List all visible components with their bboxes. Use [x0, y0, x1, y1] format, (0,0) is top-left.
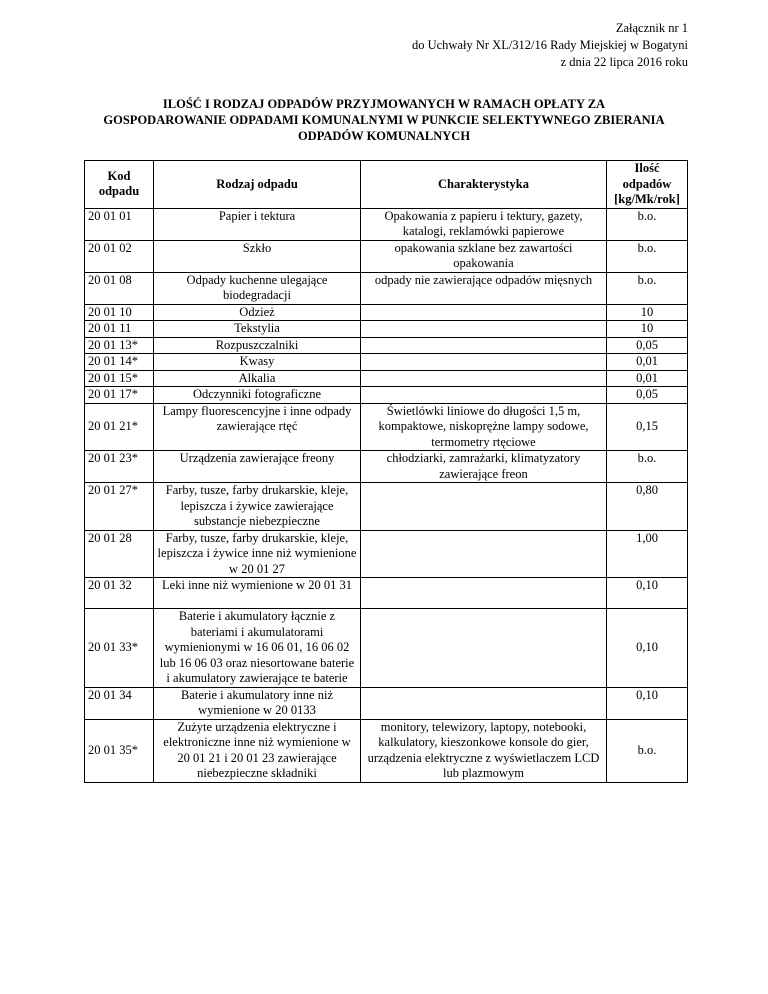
cell-characteristics [361, 609, 607, 688]
cell-code: 20 01 08 [85, 272, 154, 304]
cell-type: Tekstylia [154, 321, 361, 338]
cell-quantity: 0,05 [607, 337, 688, 354]
cell-type: Lampy fluorescencyjne i inne odpady zawierające rtęć [154, 403, 361, 451]
annex-line-1: Załącznik nr 1 [615, 21, 688, 35]
cell-type: Alkalia [154, 370, 361, 387]
cell-code: 20 01 01 [85, 208, 154, 240]
cell-code: 20 01 14* [85, 354, 154, 371]
title-line-1: ILOŚĆ I RODZAJ ODPADÓW PRZYJMOWANYCH W RAMACH OPŁATY ZA [162, 97, 606, 111]
table-row [85, 451, 688, 483]
cell-characteristics [361, 321, 607, 338]
cell-quantity: 10 [607, 321, 688, 338]
table-row [85, 337, 688, 354]
cell-type: Kwasy [154, 354, 361, 371]
annex-line-3: z dnia 22 lipca 2016 roku [560, 55, 688, 69]
cell-code: 20 01 15* [85, 370, 154, 387]
cell-quantity: 0,10 [607, 687, 688, 719]
cell-characteristics [361, 304, 607, 321]
cell-type: Odczynniki fotograficzne [154, 387, 361, 404]
cell-characteristics: monitory, telewizory, laptopy, notebooki, kalkulatory, kieszonkowe konsole do gier, urządzenia elektryczne z wyświetlaczem LCD lub plazmowym [361, 719, 607, 782]
cell-code: 20 01 10 [85, 304, 154, 321]
cell-type: Odzież [154, 304, 361, 321]
title-line-2: GOSPODAROWANIE ODPADAMI KOMUNALNYMI W PUNKCIE SELEKTYWNEGO ZBIERANIA [103, 113, 665, 127]
cell-type: Szkło [154, 240, 361, 272]
cell-characteristics [361, 483, 607, 531]
cell-code: 20 01 34 [85, 687, 154, 719]
cell-characteristics [361, 687, 607, 719]
header-code-line-1: Kod [107, 168, 131, 183]
cell-type: Papier i tektura [154, 208, 361, 240]
cell-characteristics: Świetlówki liniowe do długości 1,5 m, kompaktowe, niskoprężne lampy sodowe, termometry rtęciowe [361, 403, 607, 451]
header-characteristics: Charakterystyka [361, 161, 607, 209]
cell-quantity: 0,01 [607, 354, 688, 371]
cell-code: 20 01 23* [85, 451, 154, 483]
cell-code: 20 01 13* [85, 337, 154, 354]
table-row [85, 240, 688, 272]
cell-code: 20 01 02 [85, 240, 154, 272]
annex-note [412, 20, 688, 71]
cell-code: 20 01 28 [85, 530, 154, 578]
cell-characteristics [361, 354, 607, 371]
cell-quantity: 0,10 [607, 578, 688, 609]
cell-quantity: 0,10 [607, 609, 688, 688]
cell-code: 20 01 11 [85, 321, 154, 338]
cell-code: 20 01 35* [85, 719, 154, 782]
cell-characteristics [361, 337, 607, 354]
cell-type: Urządzenia zawierające freony [154, 451, 361, 483]
cell-characteristics [361, 370, 607, 387]
header-qty-line-3: [kg/Mk/rok] [614, 192, 680, 206]
table-header-row [85, 161, 688, 209]
table-row [85, 687, 688, 719]
table-row [85, 578, 688, 609]
table-row [85, 208, 688, 240]
cell-quantity: 0,15 [607, 403, 688, 451]
cell-characteristics [361, 530, 607, 578]
table-row [85, 483, 688, 531]
cell-quantity: b.o. [607, 208, 688, 240]
table-row [85, 272, 688, 304]
cell-code: 20 01 21* [85, 403, 154, 451]
header-quantity [607, 161, 688, 209]
cell-characteristics: opakowania szklane bez zawartości opakowania [361, 240, 607, 272]
cell-characteristics [361, 578, 607, 609]
header-qty-line-1: Ilość [634, 161, 660, 175]
table-row [85, 530, 688, 578]
header-qty-line-2: odpadów [622, 176, 672, 191]
cell-characteristics: chłodziarki, zamrażarki, klimatyzatory zawierające freon [361, 451, 607, 483]
header-type: Rodzaj odpadu [154, 161, 361, 209]
table-row [85, 403, 688, 451]
cell-type: Leki inne niż wymienione w 20 01 31 [154, 578, 361, 609]
header-code [85, 161, 154, 209]
cell-code: 20 01 33* [85, 609, 154, 688]
cell-quantity: b.o. [607, 451, 688, 483]
cell-quantity: 0,01 [607, 370, 688, 387]
header-code-line-2: odpadu [98, 184, 140, 199]
cell-quantity: 0,05 [607, 387, 688, 404]
cell-type: Odpady kuchenne ulegające biodegradacji [154, 272, 361, 304]
table-row [85, 354, 688, 371]
cell-quantity: 1,00 [607, 530, 688, 578]
document-title [80, 96, 688, 144]
cell-code: 20 01 32 [85, 578, 154, 609]
cell-characteristics [361, 387, 607, 404]
table-row [85, 321, 688, 338]
cell-type: Baterie i akumulatory inne niż wymienione w 20 0133 [154, 687, 361, 719]
cell-type: Farby, tusze, farby drukarskie, kleje, lepiszcza i żywice inne niż wymienione w 20 01 27 [154, 530, 361, 578]
cell-quantity: b.o. [607, 240, 688, 272]
cell-characteristics: Opakowania z papieru i tektury, gazety, katalogi, reklamówki papierowe [361, 208, 607, 240]
table-row [85, 719, 688, 782]
cell-quantity: b.o. [607, 272, 688, 304]
cell-type: Baterie i akumulatory łącznie z bateriami i akumulatorami wymienionymi w 16 06 01, 16 06 02 lub 16 06 03 oraz niesortowane baterie i akumulatory zawierające te baterie [154, 609, 361, 688]
title-line-3: ODPADÓW KOMUNALNYCH [297, 129, 471, 143]
cell-type: Zużyte urządzenia elektryczne i elektroniczne inne niż wymienione w 20 01 21 i 20 01 23 zawierające niebezpieczne składniki [154, 719, 361, 782]
cell-type: Rozpuszczalniki [154, 337, 361, 354]
cell-quantity: 0,80 [607, 483, 688, 531]
cell-code: 20 01 17* [85, 387, 154, 404]
cell-quantity: b.o. [607, 719, 688, 782]
waste-table [84, 160, 688, 783]
cell-code: 20 01 27* [85, 483, 154, 531]
cell-quantity: 10 [607, 304, 688, 321]
table-row [85, 387, 688, 404]
annex-line-2: do Uchwały Nr XL/312/16 Rady Miejskiej w Bogatyni [411, 38, 688, 52]
cell-type: Farby, tusze, farby drukarskie, kleje, lepiszcza i żywice zawierające substancje niebezpieczne [154, 483, 361, 531]
table-row [85, 609, 688, 688]
table-row [85, 370, 688, 387]
cell-characteristics: odpady nie zawierające odpadów mięsnych [361, 272, 607, 304]
table-row [85, 304, 688, 321]
